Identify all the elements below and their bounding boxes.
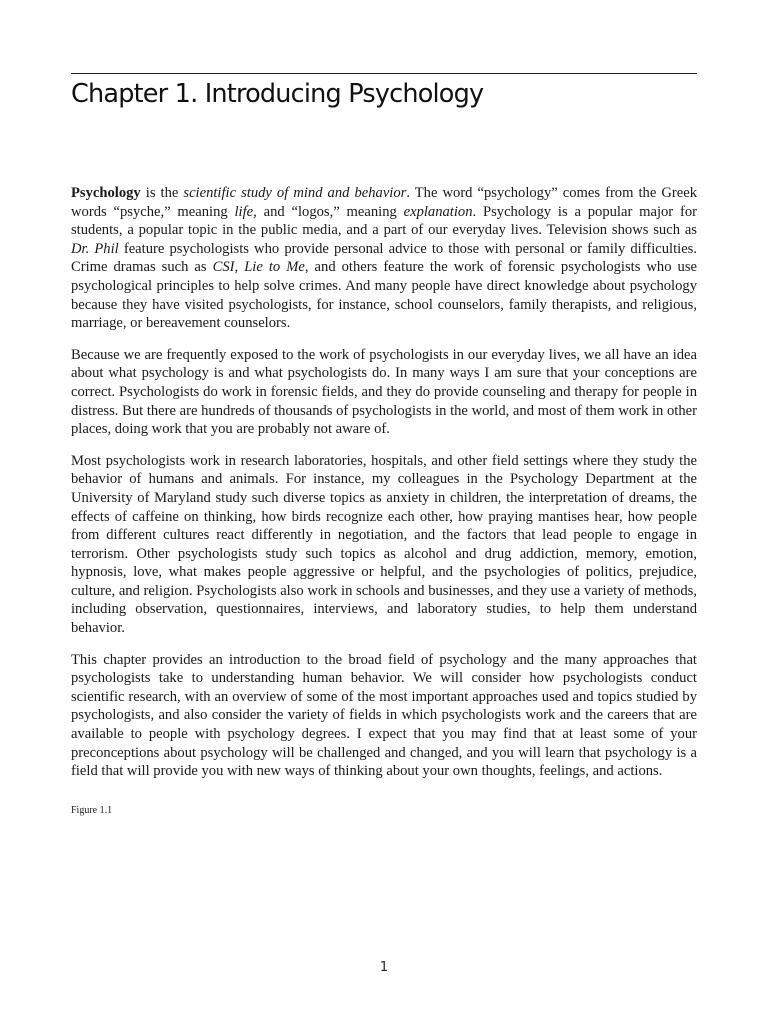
paragraph-text: is the <box>140 185 184 201</box>
emphasis-text: CSI <box>212 259 235 276</box>
paragraph-2: Because we are frequently exposed to the work of psychologists in our everyday lives, we all have an idea about what psychology is and what psychologists do. In many ways I am sure that your conceptions are correct. Psychologists do work in forensic fields, and they do provide counseling and therapy for people in distress. But there are hundreds of thousands of psychologists in the world, and most of them work in other places, doing work that you are probably not aware of. <box>71 346 697 438</box>
paragraph-3: Most psychologists work in research laboratories, hospitals, and other field settings where they study the behavior of humans and animals. For instance, my colleagues in the Psychology Department at the University of Maryland study such diverse topics as anxiety in children, the interpretation of dreams, the effects of caffeine on thinking, how birds recognize each other, how praying mantises hear, how people from different cultures react differently in negotiation, and the factors that lead people to engage in terrorism. Other psychologists study such topics as alcohol and drug addiction, memory, emotion, hypnosis, love, what makes people aggressive or helpful, and the psychologies of politics, prejudice, culture, and religion. Psychologists also work in schools and businesses, and they use a variety of methods, including observation, questionnaires, interviews, and laboratory studies, to help them understand behavior. <box>71 452 697 637</box>
figure-caption: Figure 1.1 <box>71 805 113 816</box>
chapter-top-rule <box>71 73 697 74</box>
paragraph-text: feature psychologists who provide personal advice to those with personal or family difficulties. Crime dramas such as <box>71 240 697 276</box>
paragraph-4: This chapter provides an introduction to the broad field of psychology and the many approaches that psychologists take to understanding human behavior. We will consider how psychologists conduct scientific research, with an overview of some of the most important approaches used and topics studied by psychologists, and also consider the variety of fields in which psychologists work and the careers that are available to people with psychology degrees. I expect that you may find that at least some of your preconceptions about psychology will be challenged and changed, and you will learn that psychology is a field that will provide you with new ways of thinking about your own thoughts, feelings, and actions. <box>71 651 697 780</box>
emphasis-text: Lie to Me <box>244 259 305 276</box>
paragraph-text: , <box>234 259 245 276</box>
emphasis-text: explanation <box>403 203 473 220</box>
emphasis-text: scientific study of mind and behavior <box>183 185 407 201</box>
paragraph-text: . The word “psychology” comes from the Greek words “psyche,” meaning <box>71 185 697 220</box>
emphasis-text: life <box>234 203 254 220</box>
paragraph-text: , and “logos,” meaning <box>253 203 404 220</box>
paragraph-1 <box>71 184 697 333</box>
chapter-title: Chapter 1. Introducing Psychology <box>71 79 484 109</box>
chapter-body <box>71 184 697 794</box>
paragraph-text: . Psychology is a popular major for students, a popular topic in the public media, and a part of our everyday lives. Television shows such as <box>71 203 697 239</box>
emphasis-text: Dr. Phil <box>71 240 119 257</box>
key-term: Psychology <box>71 185 141 201</box>
page-number: 1 <box>379 960 389 975</box>
paragraph-text: , and others feature the work of forensic psychologists who use psychological principles to help solve crimes. And many people have direct knowledge about psychology because they have visited psychologists, for instance, school counselors, family therapists, and religious, marriage, or bereavement counselors. <box>71 259 698 332</box>
